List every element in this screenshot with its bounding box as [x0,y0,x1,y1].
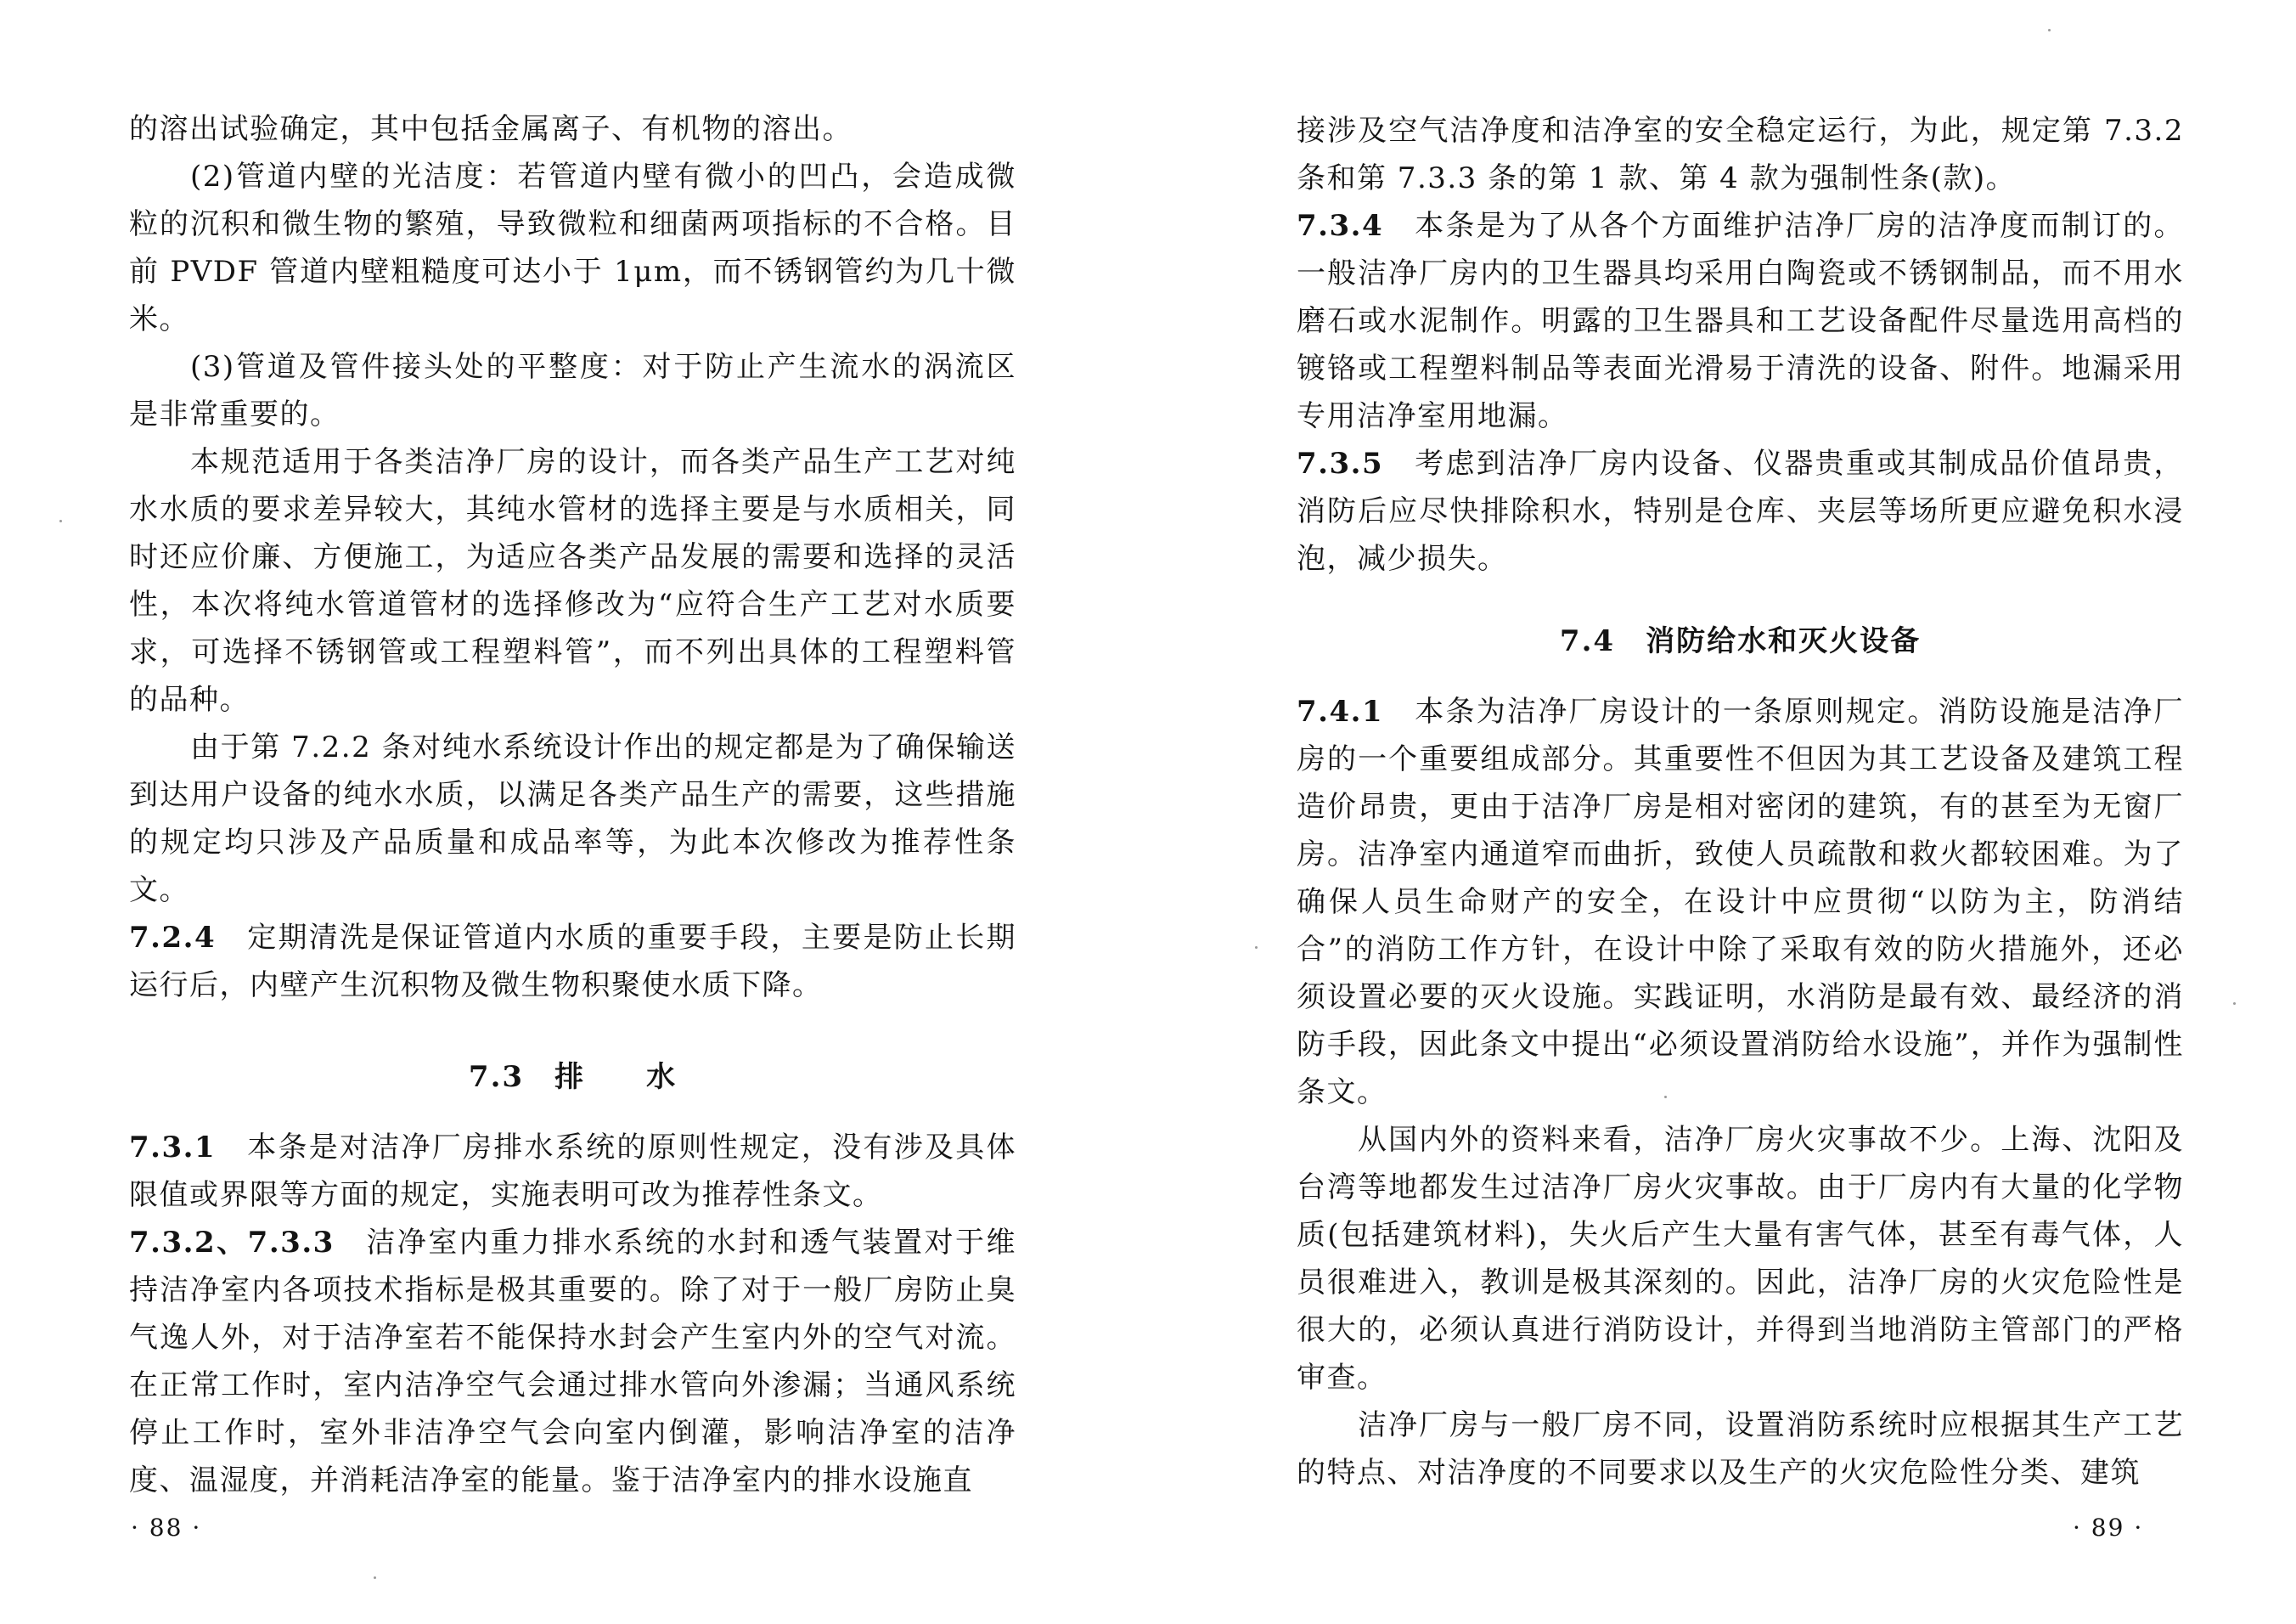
clause-text: 洁净室内重力排水系统的水封和透气装置对于维持洁净室内各项技术指标是极其重要的。除了对于一般厂房防止臭气逸人外，对于洁净室若不能保持水封会产生室内外的空气对流。在正常工作时，室内洁净空气会通过排水管向外渗漏；当通风系统停止工作时，室外非洁净空气会向室内倒灌，影响洁净室的洁净度、温湿度，并消耗洁净室的能量。鉴于洁净室内的排水设施直 [129,1226,1017,1497]
paragraph: 接涉及空气洁净度和洁净室的安全稳定运行，为此，规定第 7.3.2 条和第 7.3.3 条的第 1 款、第 4 款为强制性条(款)。 [1297,114,2184,195]
clause-text: 本条是对洁净厂房排水系统的原则性规定，没有涉及具体限值或界限等方面的规定，实施表明可改为推荐性条文。 [129,1131,1017,1212]
page-number: · 89 · [2073,1514,2144,1542]
paragraph: (3)管道及管件接头处的平整度：对于防止产生流水的涡流区是非常重要的。 [129,350,1016,431]
paragraph: 从国内外的资料来看，洁净厂房火灾事故不少。上海、沈阳及台湾等地都发生过洁净厂房火灾事故。由于厂房内有大量的化学物质(包括建筑材料)，失火后产生大量有害气体，甚至有毒气体，人员很难进入，教训是极其深刻的。因此，洁净厂房的火灾危险性是很大的，必须认真进行消防设计，并得到当地消防主管部门的严格审查。 [1297,1123,2184,1395]
clause-number: 7.2.4 [129,921,217,955]
clause-paragraph [129,914,1016,1009]
scan-speck [1664,1096,1667,1098]
paragraph: 由于第 7.2.2 条对纯水系统设计作出的规定都是为了确保输送到达用户设备的纯水水质，以满足各类产品生产的需要，这些措施的规定均只涉及产品质量和成品率等，为此本次修改为推荐性条文。 [129,730,1016,907]
scan-speck [59,520,62,522]
scan-speck [2048,29,2051,31]
right-text-block-1 [1297,107,2184,583]
paragraph: (2)管道内壁的光洁度：若管道内壁有微小的凹凸，会造成微粒的沉积和微生物的繁殖，导致微粒和细菌两项指标的不合格。目前 PVDF 管道内壁粗糙度可达小于 1μm，而不锈钢管约为几十微米。 [129,160,1016,336]
left-text-block-2 [129,1124,1016,1504]
clause-text: 定期清洗是保证管道内水质的重要手段，主要是防止长期运行后，内壁产生沉积物及微生物积聚使水质下降。 [129,921,1017,1002]
clause-paragraph [1297,202,2184,440]
clause-paragraph [129,1124,1016,1219]
right-page [1297,0,2184,1624]
clause-text: 本条为洁净厂房设计的一条原则规定。消防设施是洁净厂房的一个重要组成部分。其重要性不但因为其工艺设备及建筑工程造价昂贵，更由于洁净厂房是相对密闭的建筑，有的甚至为无窗厂房。洁净室内通道窄而曲折，致使人员疏散和救火都较困难。为了确保人员生命财产的安全，在设计中应贯彻“以防为主，防消结合”的消防工作方针，在设计中除了采取有效的防火措施外，还必须设置必要的灭火设施。实践证明，水消防是最有效、最经济的消防手段，因此条文中提出“必须设置消防给水设施”，并作为强制性条文。 [1297,695,2185,1109]
clause-number: 7.3.5 [1297,447,1384,481]
clause-number: 7.3.2、7.3.3 [129,1226,335,1260]
paragraph: 的溶出试验确定，其中包括金属离子、有机物的溶出。 [129,112,853,146]
clause-paragraph [1297,440,2184,583]
left-text-block-1 [129,105,1016,1009]
scan-speck [374,1576,376,1579]
clause-paragraph [1297,688,2184,1116]
clause-text: 本条是为了从各个方面维护洁净厂房的洁净度而制订的。一般洁净厂房内的卫生器具均采用白陶瓷或不锈钢制品，而不用水磨石或水泥制作。明露的卫生器具和工艺设备配件尽量选用高档的镀铬或工程塑料制品等表面光滑易于清洗的设备、附件。地漏采用专用洁净室用地漏。 [1297,209,2185,433]
clause-number: 7.3.4 [1297,209,1384,243]
clause-number: 7.4.1 [1297,695,1384,729]
page-number: · 88 · [131,1514,202,1542]
paragraph: 本规范适用于各类洁净厂房的设计，而各类产品生产工艺对纯水水质的要求差异较大，其纯水管材的选择主要是与水质相关，同时还应价廉、方便施工，为适应各类产品发展的需要和选择的灵活性，本次将纯水管道管材的选择修改为“应符合生产工艺对水质要求，可选择不锈钢管或工程塑料管”，而不列出具体的工程塑料管的品种。 [129,445,1016,717]
clause-text: 考虑到洁净厂房内设备、仪器贵重或其制成品价值昂贵，消防后应尽快排除积水，特别是仓库、夹层等场所更应避免积水浸泡，减少损失。 [1297,447,2185,576]
paragraph: 洁净厂房与一般厂房不同，设置消防系统时应根据其生产工艺的特点、对洁净度的不同要求以及生产的火灾危险性分类、建筑 [1297,1408,2184,1490]
section-heading-7-3: 7.3 排 水 [468,1060,678,1094]
clause-number: 7.3.1 [129,1131,217,1164]
scan-speck [1255,946,1258,949]
clause-paragraph [129,1219,1016,1504]
scan-speck [2233,1002,2236,1005]
right-text-block-2 [1297,688,2184,1497]
left-page [129,0,1016,1624]
section-heading-7-4: 7.4 消防给水和灭火设备 [1559,624,1922,658]
